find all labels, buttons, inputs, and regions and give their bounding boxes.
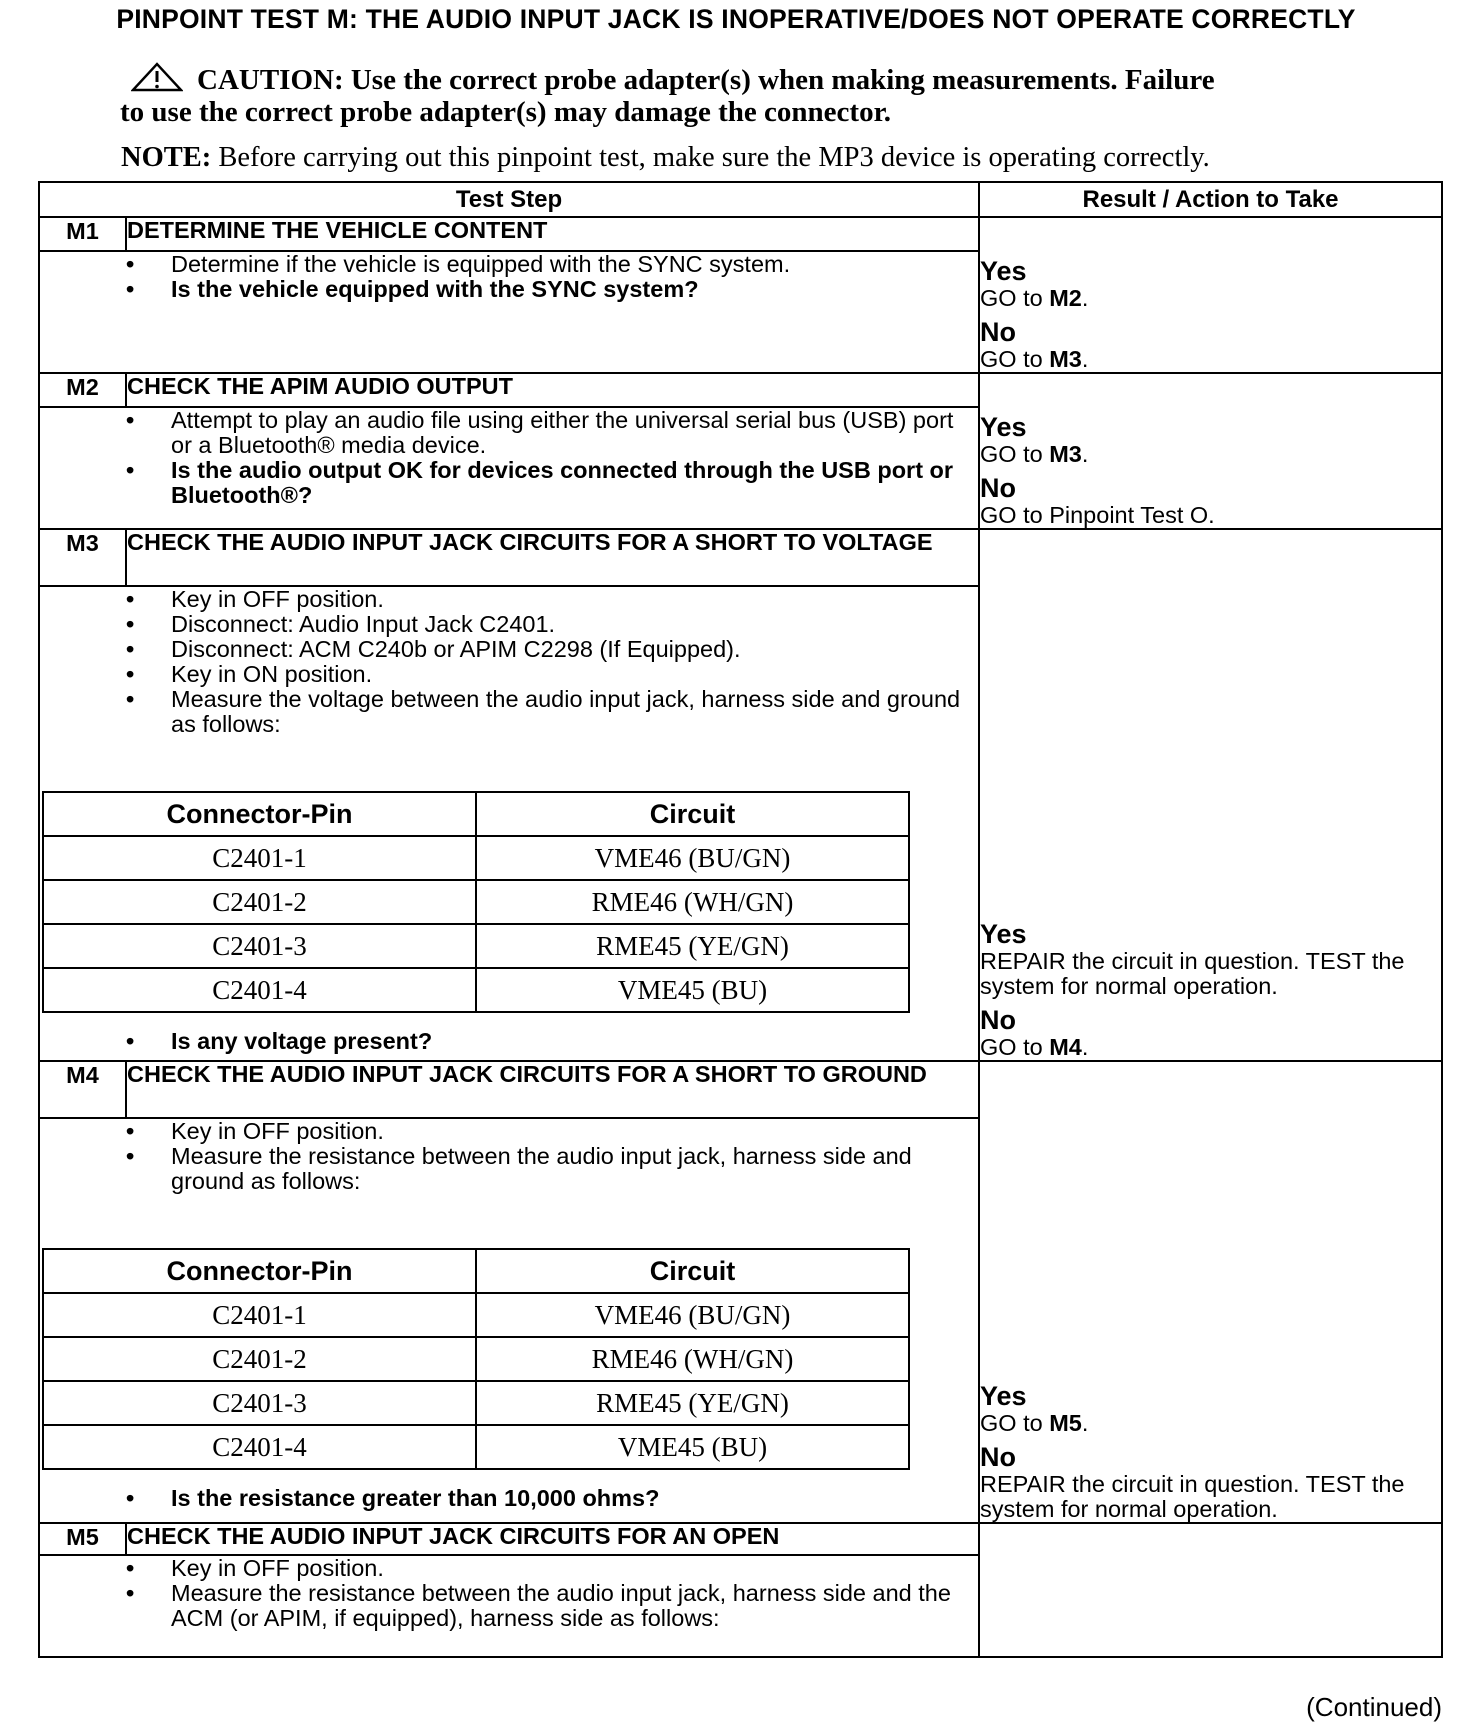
step-title-row [39, 1061, 1442, 1118]
result-no-label: No [980, 317, 1016, 347]
connector-pin-table [42, 1248, 910, 1470]
step-title-row [39, 217, 1442, 251]
step-id: M5 [39, 1523, 126, 1555]
result-yes-label: Yes [980, 412, 1027, 442]
result-yes-label: Yes [980, 256, 1027, 286]
header-result-action: Result / Action to Take [979, 182, 1442, 217]
result-yes-label: Yes [980, 919, 1027, 949]
note-label: NOTE: [121, 142, 212, 173]
list-item: • Key in OFF position. [126, 587, 978, 612]
list-item: • Attempt to play an audio file using either the universal serial bus (USB) port or a Bluetooth® media device. [126, 408, 978, 458]
circuit-header: Circuit [476, 1249, 909, 1293]
step-id: M2 [39, 373, 126, 407]
list-item: • Disconnect: ACM C240b or APIM C2298 (If Equipped). [126, 637, 978, 662]
page-title: PINPOINT TEST M: THE AUDIO INPUT JACK IS INOPERATIVE/DOES NOT OPERATE CORRECTLY [116, 4, 1356, 34]
result-no-action: GO to M4. [980, 1034, 1089, 1060]
list-item: • Is the resistance greater than 10,000 ohms? [126, 1486, 978, 1511]
list-item: • Is the vehicle equipped with the SYNC system? [126, 277, 978, 302]
list-item: • Disconnect: Audio Input Jack C2401. [126, 612, 978, 637]
step-title: CHECK THE APIM AUDIO OUTPUT [126, 373, 979, 407]
warning-triangle-icon [131, 62, 183, 92]
table-row: C2401-3 RME45 (YE/GN) [43, 924, 909, 968]
step-result [979, 217, 1442, 373]
result-yes-action: GO to M3. [980, 441, 1089, 467]
header-test-step: Test Step [39, 182, 979, 217]
table-row: C2401-1 VME46 (BU/GN) [43, 1293, 909, 1337]
continued-label: (Continued) [1306, 1692, 1442, 1722]
circuit-header: Circuit [476, 792, 909, 836]
result-no-action: REPAIR the circuit in question. TEST the system for normal operation. [980, 1471, 1405, 1522]
step-title-row [39, 1523, 1442, 1555]
step-title: DETERMINE THE VEHICLE CONTENT [126, 217, 979, 251]
connector-pin-header: Connector-Pin [43, 792, 476, 836]
step-title: CHECK THE AUDIO INPUT JACK CIRCUITS FOR A SHORT TO VOLTAGE [126, 529, 979, 586]
result-no-action: GO to M3. [980, 346, 1089, 372]
step-result [979, 1061, 1442, 1523]
list-item: • Is the audio output OK for devices connected through the USB port or Bluetooth®? [126, 458, 978, 508]
table-row: C2401-4 VME45 (BU) [43, 968, 909, 1012]
list-item: • Key in ON position. [126, 662, 978, 687]
step-id: M4 [39, 1061, 126, 1118]
caution-notice [121, 62, 1361, 128]
result-yes-action: GO to M5. [980, 1410, 1089, 1436]
step-body [126, 407, 979, 529]
step-result [979, 529, 1442, 1061]
step-title-row [39, 529, 1442, 586]
connector-pin-table [42, 791, 910, 1013]
result-no-label: No [980, 1005, 1016, 1035]
step-result [979, 373, 1442, 529]
step-id: M3 [39, 529, 126, 586]
table-row: C2401-2 RME46 (WH/GN) [43, 1337, 909, 1381]
table-row: C2401-1 VME46 (BU/GN) [43, 836, 909, 880]
step-body [126, 251, 979, 373]
result-no-action: GO to Pinpoint Test O. [980, 502, 1215, 528]
list-item: • Key in OFF position. [126, 1556, 978, 1581]
step-body [126, 586, 979, 1061]
list-item: • Key in OFF position. [126, 1119, 978, 1144]
step-body [126, 1555, 979, 1657]
step-title: CHECK THE AUDIO INPUT JACK CIRCUITS FOR A SHORT TO GROUND [126, 1061, 979, 1118]
result-yes-action: REPAIR the circuit in question. TEST the system for normal operation. [980, 948, 1405, 999]
note [121, 142, 1401, 174]
caution-line-1: CAUTION: Use the correct probe adapter(s) when making measurements. Failure [197, 64, 1215, 96]
caution-line-2: to use the correct probe adapter(s) may damage the connector. [120, 96, 892, 128]
table-row: C2401-3 RME45 (YE/GN) [43, 1381, 909, 1425]
note-text: Before carrying out this pinpoint test, make sure the MP3 device is operating correctly. [211, 142, 1210, 173]
step-id: M1 [39, 217, 126, 251]
step-title: CHECK THE AUDIO INPUT JACK CIRCUITS FOR AN OPEN [126, 1523, 979, 1555]
table-row [43, 792, 909, 836]
connector-pin-header: Connector-Pin [43, 1249, 476, 1293]
table-row: C2401-4 VME45 (BU) [43, 1425, 909, 1469]
list-item: • Measure the resistance between the audio input jack, harness side and the ACM (or APIM, if equipped), harness side as follows: [126, 1581, 978, 1631]
list-item: • Measure the resistance between the audio input jack, harness side and ground as follows: [126, 1144, 978, 1194]
result-no-label: No [980, 473, 1016, 503]
result-yes-label: Yes [980, 1381, 1027, 1411]
step-title-row [39, 373, 1442, 407]
list-item: • Is any voltage present? [126, 1029, 978, 1054]
pinpoint-test-table [38, 181, 1443, 1658]
result-yes-action: GO to M2. [980, 285, 1089, 311]
step-body [126, 1118, 979, 1523]
table-row: C2401-2 RME46 (WH/GN) [43, 880, 909, 924]
list-item: • Determine if the vehicle is equipped with the SYNC system. [126, 252, 978, 277]
result-no-label: No [980, 1442, 1016, 1472]
table-row [43, 1249, 909, 1293]
step-result [979, 1523, 1442, 1657]
table-header-row [39, 182, 1442, 217]
list-item: • Measure the voltage between the audio input jack, harness side and ground as follows: [126, 687, 978, 737]
